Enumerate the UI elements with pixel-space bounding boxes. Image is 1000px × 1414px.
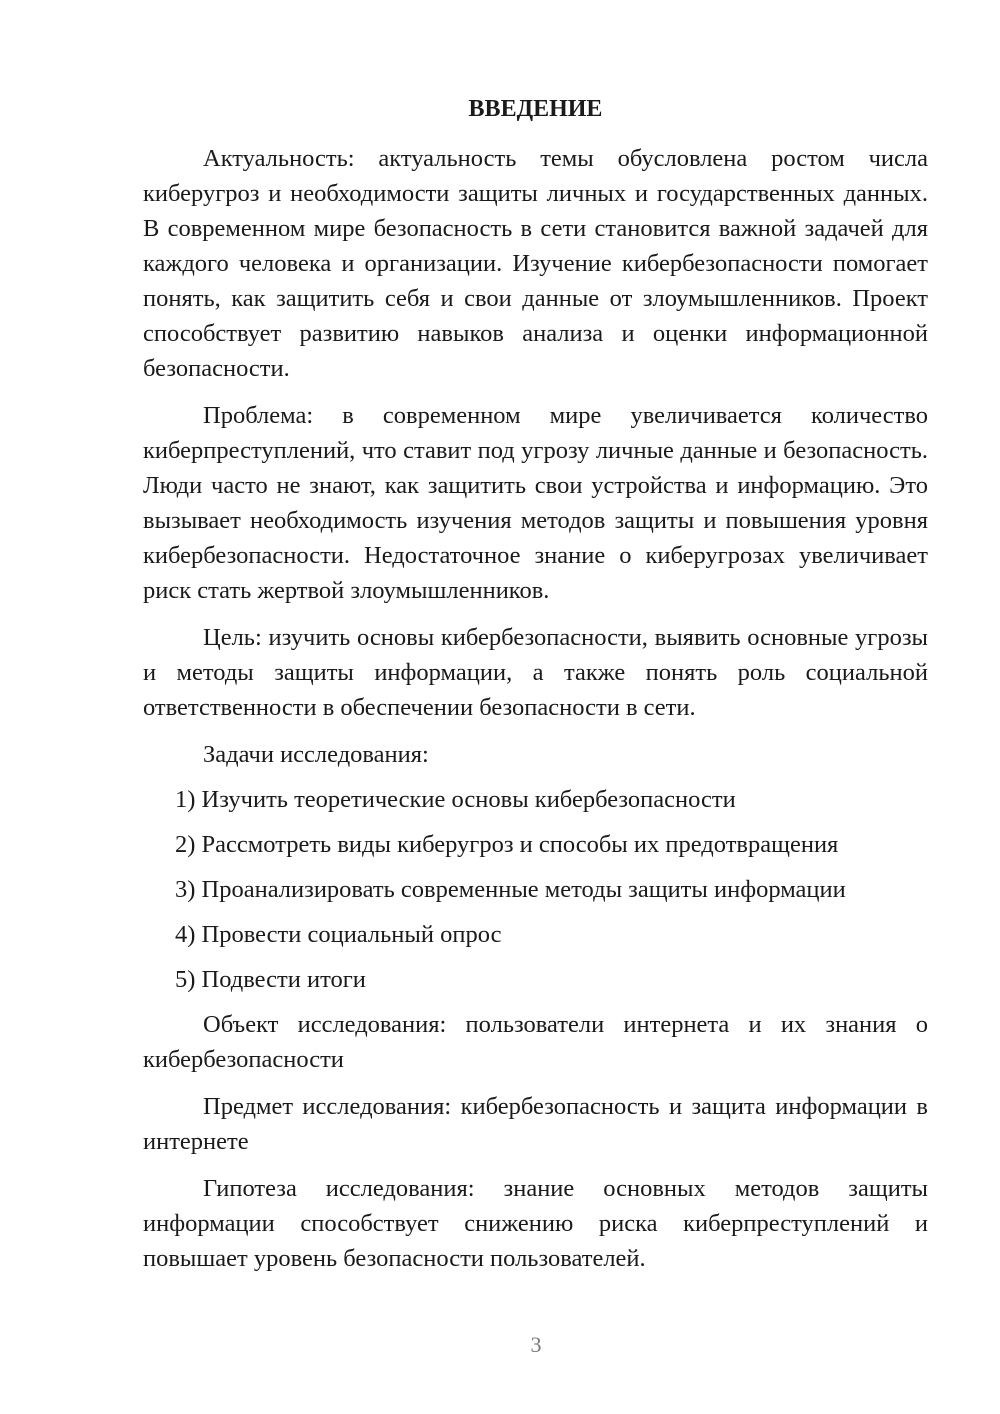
list-item: 4) Провести социальный опрос [175,921,502,948]
list-item: 5) Подвести итоги [175,966,366,993]
paragraph-problem: Проблема: в современном мире увеличивается количество киберпреступлений, что ставит под угрозу личные данные и безопасность. Люди часто не знают, как защитить свои устройства и информацию. Это вызывает необходимость изучения методов защиты и повышения уровня кибербезопасности. Недостаточное знание о киберугрозах увеличивает риск стать жертвой злоумышленников. [143,402,928,604]
task-list [143,782,928,997]
page-title: ВВЕДЕНИЕ [468,96,603,122]
paragraph-hypothesis: Гипотеза исследования: знание основных методов защиты информации способствует снижению риска киберпреступлений и повышает уровень безопасности пользователей. [143,1175,928,1272]
list-item: 3) Проанализировать современные методы защиты информации [175,876,846,903]
paragraph-subject: Предмет исследования: кибербезопасность и защита информации в интернете [143,1093,928,1155]
tasks-heading: Задачи исследования: [203,741,429,768]
list-item: 2) Рассмотреть виды киберугроз и способы их предотвращения [175,831,839,858]
list-item: 1) Изучить теоретические основы кибербезопасности [175,786,736,813]
paragraph-object: Объект исследования: пользователи интернета и их знания о кибербезопасности [143,1011,928,1073]
page-content [143,92,928,1288]
page-number: 3 [530,1332,542,1357]
paragraph-relevance: Актуальность: актуальность темы обусловлена ростом числа киберугроз и необходимости защиты личных и государственных данных. В современном мире безопасность в сети становится важной задачей для каждого человека и организации. Изучение кибербезопасности помогает понять, как защитить себя и свои данные от злоумышленников. Проект способствует развитию навыков анализа и оценки информационной безопасности. [143,145,928,382]
paragraph-goal: Цель: изучить основы кибербезопасности, выявить основные угрозы и методы защиты информации, а также понять роль социальной ответственности в обеспечении безопасности в сети. [143,624,928,721]
